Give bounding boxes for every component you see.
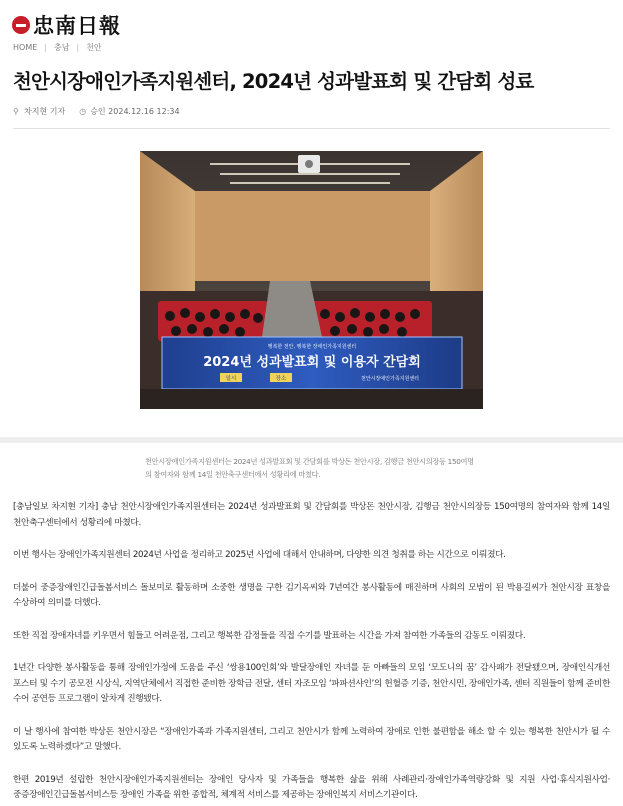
person-icon: ⚲ — [13, 106, 19, 116]
article-paragraph: 또한 직접 장애자녀를 키우면서 힘들고 어려운점, 그리고 행복한 감정들을 직접 수기를 발표하는 시간을 가져 참여한 가족들의 감동도 이뤄졌다. — [13, 630, 526, 641]
photo-caption-band — [0, 437, 623, 443]
banner-info-date: 일시 — [225, 376, 237, 382]
logo-mark-icon — [12, 16, 30, 34]
article-paragraph: 이 날 행사에 참여한 박상돈 천안시장은 “장애인가족과 가족지원센터, 그리고 천안시가 함께 노력하여 장애로 인한 불편함을 해소 할 수 있는 행복한 천안시가 될 수 있도록 노력하겠다”고 말했다. — [13, 726, 610, 752]
breadcrumb-subsection[interactable]: 천안 — [86, 43, 102, 52]
divider — [13, 128, 610, 129]
author-name: 차지현 기자 — [24, 107, 66, 116]
article-photo — [140, 151, 483, 409]
article-body — [13, 500, 610, 806]
logo-text: 忠南日報 — [33, 13, 121, 38]
clock-icon: ◷ — [79, 106, 87, 116]
article-title: 천안시장애인가족지원센터, 2024년 성과발표회 및 간담회 성료 — [13, 70, 534, 93]
article-paragraph: 더불어 중증장애인긴급돌봄서비스 돌보미로 활동하며 소중한 생명을 구한 김기옥씨와 7년여간 봉사활동에 매진하며 사회의 모범이 된 박용길씨가 천안시장 표창을 수상하여 의미를 더했다. — [13, 582, 610, 608]
breadcrumb-separator: | — [44, 43, 47, 52]
article-paragraph: [충남일보 차지현 기자] 충남 천안시장애인가족지원센터는 2024년 성과발표회 및 간담회를 박상돈 천안시장, 김행금 천안시의장등 150여명의 참여자와 함께 14일 천안축구센터에서 성황리에 마쳤다. — [13, 502, 610, 528]
article-paragraph: 1년간 다양한 봉사활동을 통해 장애인가정에 도움을 주신 ‘쌍용100인회’와 발달장애인 자녀를 둔 아빠들의 모임 ‘모도니의 꿈’ 감사패가 전달됐으며, 장애인식개선 포스터 및 수기 공모전 시상식, 지역단체에서 직접한 준비한 장학금 전달, 센터 자조모임 ‘파파션샤인’의 헌혈증 기증, 천안시민, 장애인가족, 센터 직원들이 함께 준비한 수어 공연등 프로그램이 알차게 진행됐다. — [13, 663, 610, 704]
banner-org: 천안시장애인가족지원센터 — [361, 376, 419, 382]
banner-title: 2024년 성과발표회 및 이용자 간담회 — [203, 355, 421, 370]
banner-info-place: 장소 — [275, 376, 287, 382]
article-paragraph: 이번 행사는 장애인가족지원센터 2024년 사업을 정리하고 2025년 사업에 대해서 안내하며, 다양한 의견 청취를 하는 시간으로 이뤄졌다. — [13, 550, 506, 560]
article-paragraph: 한편 2019년 설립한 천안시장애인가족지원센터는 장애인 당사자 및 가족들을 행복한 삶을 위해 사례관리·장애인가족역량강화 및 지원 사업·휴식지원사업·중증장애인긴급돌봄서비스등 장애인 가족을 위한 종합적, 체계적 서비스를 제공하는 장애인복지 서비스기관이다. — [13, 774, 610, 800]
breadcrumb-home[interactable]: HOME — [13, 43, 38, 52]
photo-caption: 천안시장애인가족지원센터는 2024년 성과발표회 및 간담회를 박상돈 천안시장, 김행금 천안시의장등 150여명의 참여자와 함께 14일 천안축구센터에서 성황리에 마쳤다. — [145, 457, 474, 479]
article-meta — [13, 106, 180, 117]
site-logo[interactable] — [12, 12, 121, 38]
approved-timestamp: 승인 2024.12.16 12:34 — [90, 107, 180, 116]
breadcrumb-section[interactable]: 충남 — [53, 43, 70, 52]
breadcrumb — [13, 42, 102, 53]
banner-subtitle: 행복한 천안, 행복한 장애인가족지원센터 — [267, 344, 357, 350]
breadcrumb-separator: | — [76, 43, 80, 52]
